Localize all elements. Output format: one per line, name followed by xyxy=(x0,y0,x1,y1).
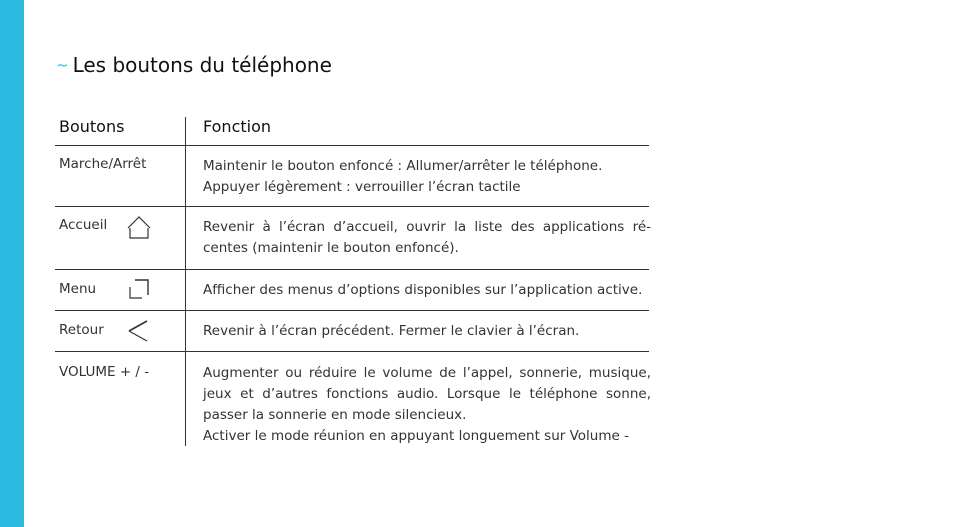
function-line: Revenir à l’écran d’accueil, ouvrir la liste des applications ré- xyxy=(203,219,651,235)
button-name: Retour xyxy=(59,322,104,338)
function-text xyxy=(203,321,651,342)
function-line: passer la sonnerie en mode silencieux. xyxy=(203,407,467,423)
table-row xyxy=(55,311,649,352)
table-row xyxy=(55,270,649,311)
function-line: Appuyer légèrement : verrouiller l’écran tactile xyxy=(203,179,521,195)
function-line: jeux et d’autres fonctions audio. Lorsque le téléphone sonne, xyxy=(203,386,651,402)
function-text xyxy=(203,217,651,259)
header-function: Fonction xyxy=(203,117,272,136)
function-line: Augmenter ou réduire le volume de l’appel, sonnerie, musique, xyxy=(203,365,651,381)
page-title xyxy=(56,53,332,77)
button-name: Accueil xyxy=(59,217,108,233)
function-line: Activer le mode réunion en appuyant longuement sur Volume - xyxy=(203,428,629,444)
function-line: Maintenir le bouton enfoncé : Allumer/arrêter le téléphone. xyxy=(203,158,603,174)
button-name: VOLUME + / - xyxy=(59,364,150,380)
accent-sidebar xyxy=(0,0,24,527)
header-buttons: Boutons xyxy=(59,117,125,136)
table-row xyxy=(55,352,649,448)
button-name: Menu xyxy=(59,281,97,297)
table-header xyxy=(55,117,649,146)
menu-icon xyxy=(128,278,150,300)
title-text: Les boutons du téléphone xyxy=(72,53,332,77)
title-marker: ~ xyxy=(56,56,69,74)
back-icon xyxy=(127,319,151,343)
function-text xyxy=(203,363,651,447)
table-row xyxy=(55,146,649,207)
button-name: Marche/Arrêt xyxy=(59,156,147,172)
function-line: centes (maintenir le bouton enfoncé). xyxy=(203,240,459,256)
table-row xyxy=(55,207,649,270)
function-text xyxy=(203,280,651,301)
function-line: Afficher des menus d’options disponibles sur l’application active. xyxy=(203,282,643,298)
buttons-table xyxy=(55,117,649,448)
function-line: Revenir à l’écran précédent. Fermer le clavier à l’écran. xyxy=(203,323,580,339)
home-icon xyxy=(127,216,151,240)
function-text xyxy=(203,156,651,198)
